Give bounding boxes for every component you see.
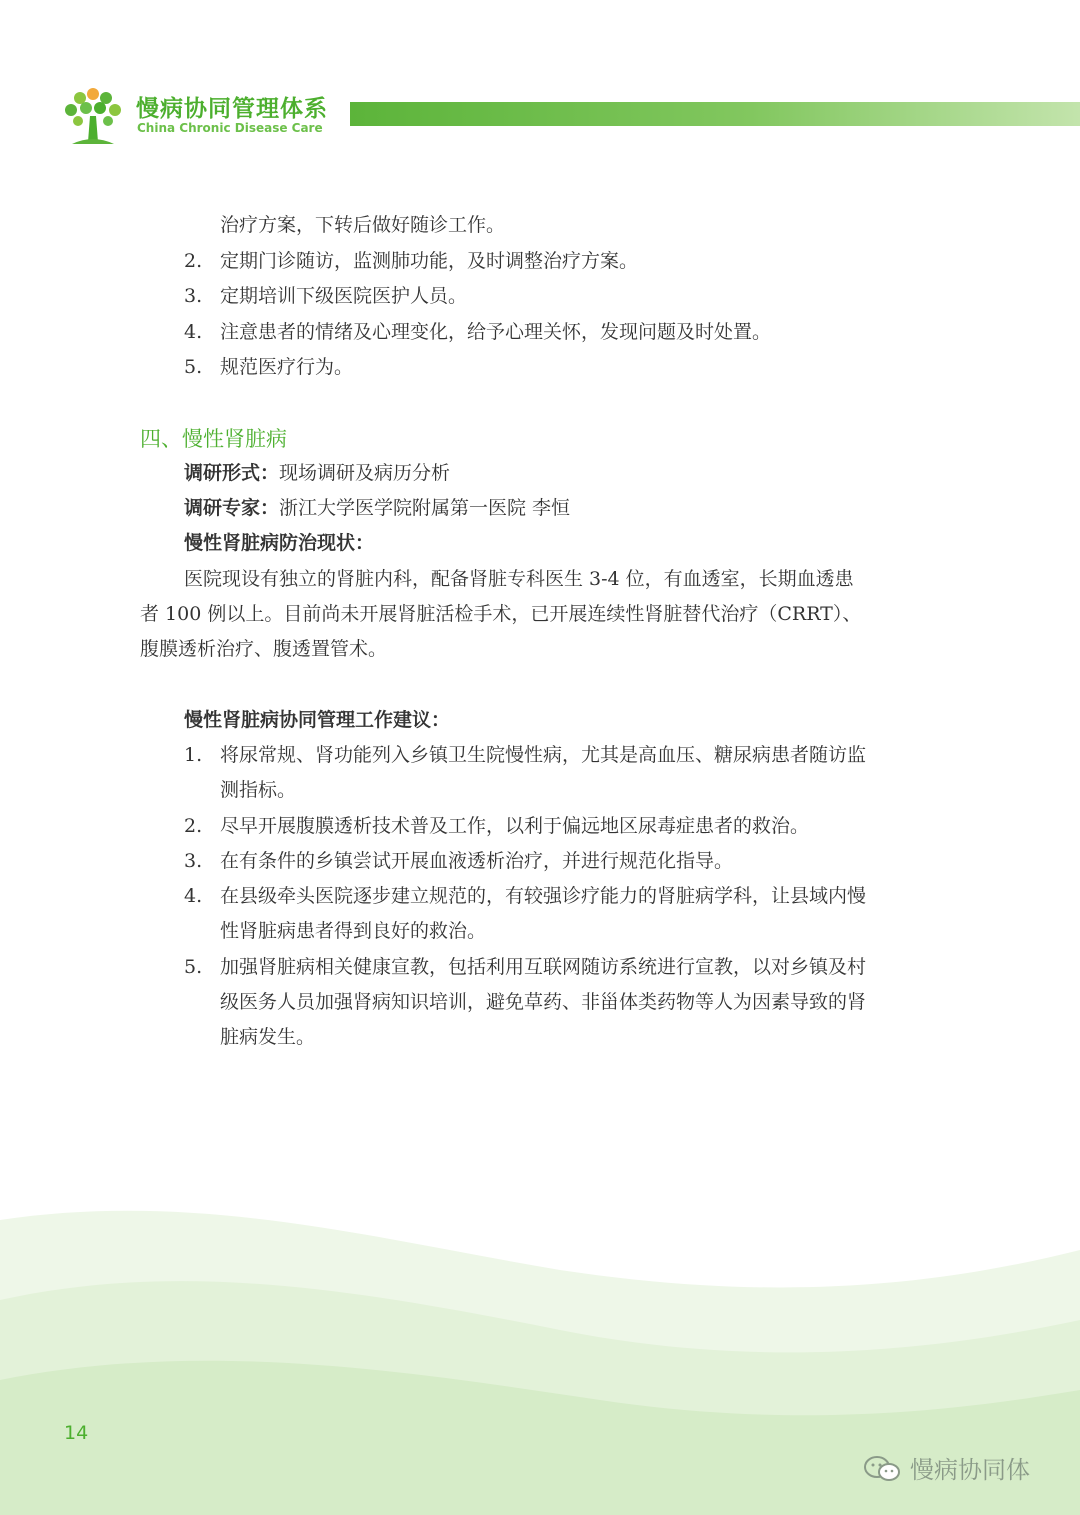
header-accent-bar bbox=[350, 102, 1080, 126]
status-paragraph-line: 腹膜透析治疗、腹透置管术。 bbox=[140, 638, 388, 660]
brand-title-en: China Chronic Disease Care bbox=[137, 121, 323, 135]
page-header bbox=[0, 0, 1080, 160]
suggestion-line: 尽早开展腹膜透析技术普及工作，以利于偏远地区尿毒症患者的救治。 bbox=[220, 815, 810, 837]
list-item-number: 2. bbox=[184, 250, 203, 272]
status-paragraph-line: 医院现设有独立的肾脏内科，配备肾脏专科医生 3-4 位，有血透室，长期血透患 bbox=[184, 568, 854, 590]
page-number: 14 bbox=[64, 1422, 89, 1444]
suggestion-line: 测指标。 bbox=[220, 779, 297, 801]
section-title: 四、慢性肾脏病 bbox=[140, 427, 287, 451]
suggestion-number: 2. bbox=[184, 815, 203, 837]
suggestion-heading: 慢性肾脏病协同管理工作建议： bbox=[184, 709, 451, 731]
suggestion-number: 5. bbox=[184, 956, 203, 978]
watermark bbox=[862, 1450, 1030, 1485]
wechat-icon bbox=[862, 1455, 902, 1483]
tree-logo-icon bbox=[58, 80, 128, 150]
list-item: 规范医疗行为。 bbox=[220, 356, 354, 378]
list-item-number: 5. bbox=[184, 356, 203, 378]
list-item-number: 4. bbox=[184, 321, 203, 343]
suggestion-line: 在有条件的乡镇尝试开展血液透析治疗，并进行规范化指导。 bbox=[220, 850, 734, 872]
suggestion-line: 加强肾脏病相关健康宣教，包括利用互联网随访系统进行宣教，以对乡镇及村 bbox=[220, 956, 867, 978]
list-item: 定期培训下级医院医护人员。 bbox=[220, 285, 468, 307]
brand-title-cn: 慢病协同管理体系 bbox=[136, 96, 328, 122]
list-item: 注意患者的情绪及心理变化，给予心理关怀，发现问题及时处置。 bbox=[220, 321, 772, 343]
list-item: 定期门诊随访，监测肺功能，及时调整治疗方案。 bbox=[220, 250, 639, 272]
survey-form-row bbox=[184, 461, 450, 485]
suggestion-number: 1. bbox=[184, 744, 203, 766]
suggestion-line: 级医务人员加强肾病知识培训，避免草药、非甾体类药物等人为因素导致的肾 bbox=[220, 991, 867, 1013]
survey-expert-row bbox=[184, 496, 570, 520]
suggestion-line: 将尿常规、肾功能列入乡镇卫生院慢性病，尤其是高血压、糖尿病患者随访监 bbox=[220, 744, 867, 766]
suggestion-number: 4. bbox=[184, 885, 203, 907]
watermark-text: 慢病协同体 bbox=[910, 1456, 1030, 1484]
survey-form-value: 现场调研及病历分析 bbox=[279, 462, 451, 484]
survey-form-label: 调研形式： bbox=[184, 462, 280, 484]
suggestion-line: 脏病发生。 bbox=[220, 1026, 316, 1048]
status-heading: 慢性肾脏病防治现状： bbox=[184, 532, 375, 554]
list-item-continuation: 治疗方案，下转后做好随诊工作。 bbox=[220, 214, 506, 236]
suggestion-line: 性肾脏病患者得到良好的救治。 bbox=[220, 920, 487, 942]
survey-expert-label: 调研专家： bbox=[184, 497, 280, 519]
suggestion-number: 3. bbox=[184, 850, 203, 872]
status-paragraph-line: 者 100 例以上。目前尚未开展肾脏活检手术，已开展连续性肾脏替代治疗（CRRT）、 bbox=[140, 603, 862, 625]
suggestion-line: 在县级牵头医院逐步建立规范的，有较强诊疗能力的肾脏病学科，让县域内慢 bbox=[220, 885, 867, 907]
list-item-number: 3. bbox=[184, 285, 203, 307]
survey-expert-value: 浙江大学医学院附属第一医院 李恒 bbox=[279, 497, 571, 519]
